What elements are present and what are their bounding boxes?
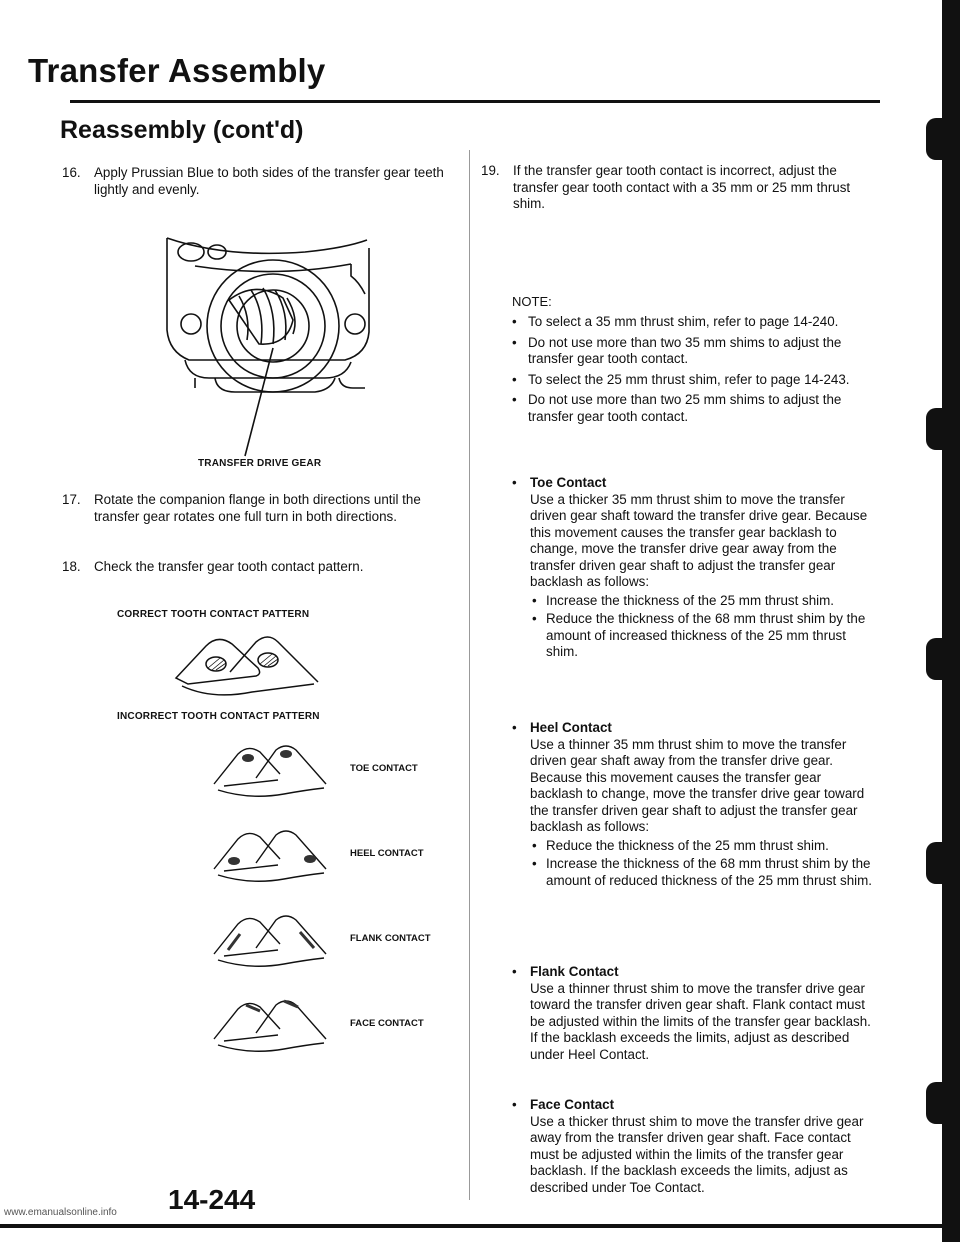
toe-sub-item: • Reduce the thickness of the 68 mm thrust shim by the amount of increased thickness of the 25 mm thrust shim.	[530, 611, 876, 661]
face-contact-figure	[210, 993, 330, 1053]
edge-notch	[926, 638, 942, 680]
correct-pattern-figure	[172, 628, 322, 698]
edge-notch	[926, 1082, 942, 1124]
heel-contact-text: Use a thinner 35 mm thrust shim to move the transfer driven gear shaft away from the transfer drive gear. Because this movement causes the transfer gear backlash to change, move the transfer drive gear toward the transfer driven gear shaft to adjust the transfer gear backlash as follows:	[530, 736, 865, 834]
toe-contact-label: TOE CONTACT	[350, 763, 418, 774]
toe-contact-figure	[210, 738, 330, 798]
note-item: • To select a 35 mm thrust shim, refer to page 14-240.	[508, 314, 876, 331]
face-contact-title: Face Contact	[530, 1097, 615, 1112]
face-contact-text: Use a thicker thrust shim to move the transfer drive gear away from the transfer driven gear shaft. Face contact must be adjusted within the limits of the transfer gear backlash. If the backlash exceeds the limits, adjust as described under Toe Contact.	[530, 1113, 864, 1195]
note-label: NOTE:	[512, 294, 552, 309]
transfer-drive-gear-figure	[155, 228, 395, 463]
toe-contact-section: • Toe Contact Use a thicker 35 mm thrust shim to move the transfer driven gear shaft toward the transfer drive gear. Because this movement causes the transfer gear backlash to change, move the transfer drive gear away from the transfer driven gear shaft to adjust the transfer gear backlash as follows: • Increase the thickness of the 25 mm thrust shim. • Reduce the thickness of the 68 mm thrust shim by the amount of increased thickness of the 25 mm thrust shim.	[530, 475, 876, 663]
notes-list	[508, 314, 876, 429]
column-divider	[469, 150, 470, 1200]
flank-contact-title: Flank Contact	[530, 964, 619, 979]
toe-contact-text: Use a thicker 35 mm thrust shim to move the transfer driven gear shaft toward the transfer drive gear. Because this movement causes the transfer gear backlash to change, move the transfer drive gear away from the transfer driven gear shaft to adjust the transfer gear backlash as follows:	[530, 491, 868, 589]
footer-url[interactable]: www.emanualsonline.info	[4, 1207, 117, 1218]
note-item: • Do not use more than two 25 mm shims to adjust the transfer gear tooth contact.	[508, 392, 876, 425]
edge-notch	[926, 842, 942, 884]
section-title: Reassembly (cont'd)	[60, 116, 304, 144]
heel-contact-section: • Heel Contact Use a thinner 35 mm thrust shim to move the transfer driven gear shaft away from the transfer drive gear. Because this movement causes the transfer gear backlash to change, move the transfer drive gear toward the transfer driven gear shaft to adjust the transfer gear backlash as follows: • Reduce the thickness of the 25 mm thrust shim. • Increase the thickness of the 68 mm thrust shim by the amount of reduced thickness of the 25 mm thrust shim.	[530, 720, 876, 891]
toe-sub-item: • Increase the thickness of the 25 mm thrust shim.	[530, 593, 876, 610]
note-item: • Do not use more than two 35 mm shims to adjust the transfer gear tooth contact.	[508, 335, 876, 368]
transfer-drive-gear-caption: TRANSFER DRIVE GEAR	[198, 458, 322, 469]
flank-contact-label: FLANK CONTACT	[350, 933, 431, 944]
toe-contact-title: Toe Contact	[530, 475, 607, 490]
face-contact-section: • Face Contact Use a thicker thrust shim to move the transfer drive gear away from the transfer driven gear shaft. Face contact must be adjusted within the limits of the transfer gear backlash. If the backlash exceeds the limits, adjust as described under Toe Contact.	[530, 1097, 876, 1196]
footer-rule	[0, 1224, 960, 1228]
edge-notch	[926, 118, 942, 160]
correct-pattern-caption: CORRECT TOOTH CONTACT PATTERN	[117, 609, 310, 620]
page-title: Transfer Assembly	[28, 52, 326, 89]
edge-notch	[926, 408, 942, 450]
flank-contact-text: Use a thinner thrust shim to move the transfer drive gear toward the transfer driven gear shaft. Flank contact must be adjusted within the limits of the transfer gear backlash. If the backlash exceeds the limits, adjust as described under Heel Contact.	[530, 980, 871, 1062]
incorrect-pattern-caption: INCORRECT TOOTH CONTACT PATTERN	[117, 711, 320, 722]
heel-contact-title: Heel Contact	[530, 720, 612, 735]
heel-contact-figure	[210, 823, 330, 883]
heel-contact-label: HEEL CONTACT	[350, 848, 424, 859]
flank-contact-figure	[210, 908, 330, 968]
flank-contact-section: • Flank Contact Use a thinner thrust shim to move the transfer drive gear toward the transfer driven gear shaft. Flank contact must be adjusted within the limits of the transfer gear backlash. If the backlash exceeds the limits, adjust as described under Heel Contact.	[530, 964, 876, 1063]
face-contact-label: FACE CONTACT	[350, 1018, 424, 1029]
heel-sub-item: • Increase the thickness of the 68 mm thrust shim by the amount of reduced thickness of the 25 mm thrust shim.	[530, 856, 876, 889]
note-item: • To select the 25 mm thrust shim, refer to page 14-243.	[508, 372, 876, 389]
title-rule	[70, 100, 880, 103]
heel-sub-item: • Reduce the thickness of the 25 mm thrust shim.	[530, 838, 876, 855]
page-edge-bar	[942, 0, 960, 1242]
page-number: 14-244	[168, 1184, 256, 1215]
